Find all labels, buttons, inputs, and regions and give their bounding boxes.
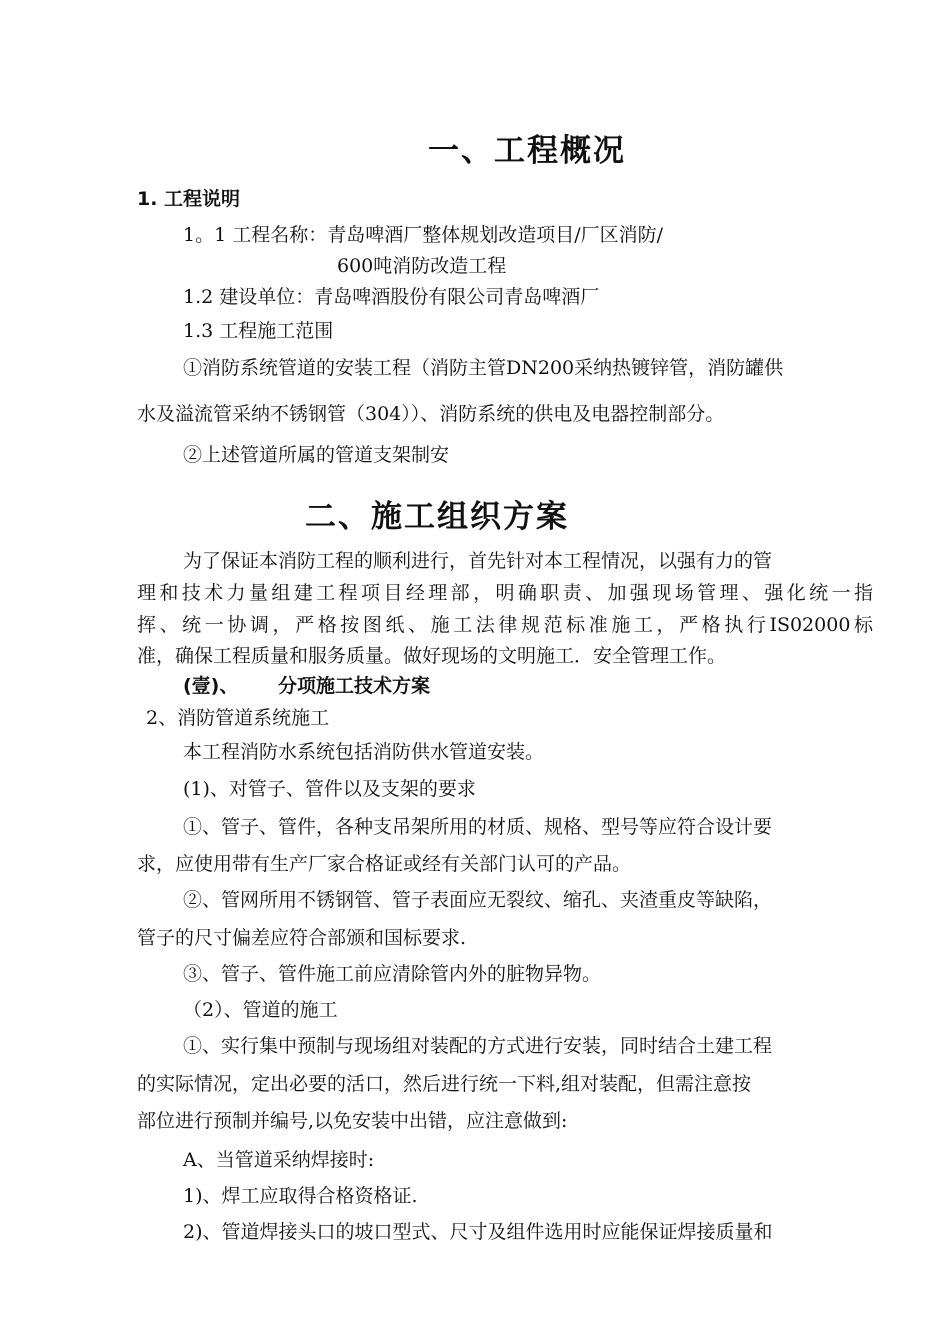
pipe-system-intro: 本工程消防水系统包括消防供水管道安装。 (183, 741, 545, 763)
section-1-title: 一、工程概况 (428, 133, 626, 169)
project-name-line-1: 1。1 工程名称：青岛啤酒厂整体规划改造项目/厂区消防/ (183, 224, 664, 246)
section-1-subheading: 1. 工程说明 (137, 188, 241, 210)
intro-line-2: 理和技术力量组建工程项目经理部，明确职责、加强现场管理、强化统一指 (137, 582, 873, 604)
requirements-heading: (1)、对管子、管件以及支架的要求 (183, 778, 476, 800)
scope-item-1-line-1: ①消防系统管道的安装工程（消防主管DN200采纳热镀锌管，消防罐供 (183, 357, 784, 379)
requirement-2-line-1: ②、管网所用不锈钢管、管子表面应无裂纹、缩孔、夹渣重皮等缺陷， (183, 889, 773, 911)
requirement-1-line-1: ①、管子、管件，各种支吊架所用的材质、规格、型号等应符合设计要 (183, 816, 773, 838)
requirement-1-line-2: 求，应使用带有生产厂家合格证或经有关部门认可的产品。 (137, 853, 632, 875)
scope-item-1-line-2: 水及溢流管采纳不锈钢管（304））、消防系统的供电及电器控制部分。 (137, 403, 725, 425)
subsection-heading: (壹)、 分项施工技术方案 (183, 675, 431, 697)
construction-1-line-2: 的实际情况，定出必要的活口，然后进行统一下料,组对装配，但需注意按 (137, 1073, 752, 1095)
requirement-3: ③、管子、管件施工前应清除管内外的脏物异物。 (183, 963, 602, 985)
intro-line-4: 准，确保工程质量和服务质量。做好现场的文明施工．安全管理工作。 (137, 645, 727, 667)
scope-item-2: ②上述管道所属的管道支架制安 (183, 444, 450, 466)
scope-heading: 1.3 工程施工范围 (183, 320, 334, 342)
welding-item-2: 2)、管道焊接头口的坡口型式、尺寸及组件选用时应能保证焊接质量和 (183, 1221, 773, 1243)
intro-line-3: 挥、统一协调，严格按图纸、施工法律规范标准施工，严格执行IS02000标 (137, 614, 873, 636)
construction-1-line-1: ①、实行集中预制与现场组对装配的方式进行安装，同时结合土建工程 (183, 1035, 773, 1057)
pipe-system-heading: 2、消防管道系统施工 (146, 707, 330, 729)
project-name-line-2: 600吨消防改造工程 (337, 255, 507, 277)
section-2-title: 二、施工组织方案 (305, 499, 569, 535)
welding-item-1: 1)、焊工应取得合格资格证. (183, 1185, 418, 1207)
construction-heading: （2）、管道的施工 (183, 999, 338, 1021)
intro-line-1: 为了保证本消防工程的顺利进行，首先针对本工程情况，以强有力的管 (183, 550, 773, 572)
requirement-2-line-2: 管子的尺寸偏差应符合部颁和国标要求. (137, 927, 467, 949)
builder-line: 1.2 建设单位：青岛啤酒股份有限公司青岛啤酒厂 (183, 286, 600, 308)
construction-1-line-3: 部位进行预制并编号,以免安装中出错，应注意做到: (137, 1110, 568, 1132)
welding-heading: A、当管道采纳焊接时: (183, 1149, 375, 1171)
